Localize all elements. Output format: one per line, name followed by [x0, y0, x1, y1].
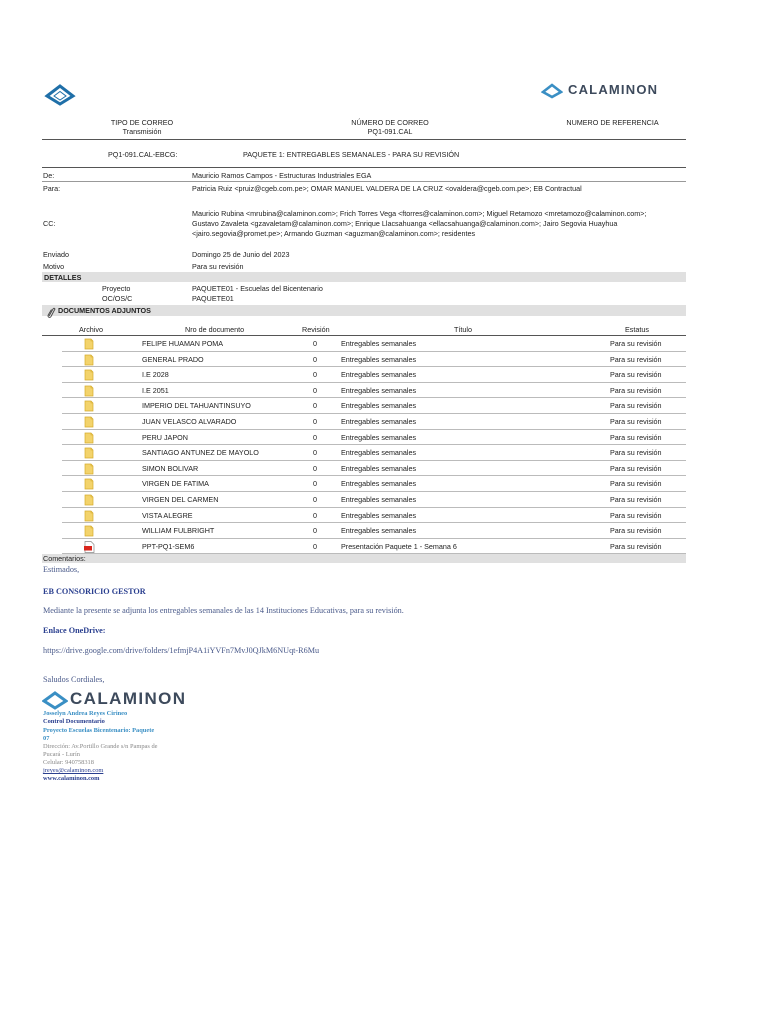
- table-row: [42, 476, 686, 492]
- folder-icon[interactable]: [84, 509, 94, 520]
- divider: [42, 139, 686, 140]
- folder-icon[interactable]: [84, 399, 94, 410]
- de-value: Mauricio Ramos Campos - Estructuras Industriales EGA: [192, 171, 372, 180]
- title-value: Entregables semanales: [341, 448, 417, 458]
- greeting: Estimados,: [43, 565, 80, 574]
- table-row: [42, 523, 686, 539]
- title-value: Entregables semanales: [341, 417, 417, 426]
- status-value: Para su revisión: [610, 339, 662, 348]
- status-value: Para su revisión: [610, 526, 662, 536]
- revision-value: 0: [313, 526, 317, 536]
- status-value: Para su revisión: [610, 495, 662, 504]
- para-value: Patricia Ruiz <pruiz@cgeb.com.pe>; OMAR MANUEL VALDERA DE LA CRUZ <ovaldera@cgeb.com.pe>; EB Contractual: [192, 184, 582, 193]
- revision-value: 0: [313, 510, 317, 520]
- calaminon-mark-icon: [541, 83, 563, 99]
- sig-phone: Celular: 940758318: [43, 759, 94, 766]
- pdf-file-icon[interactable]: [84, 540, 94, 551]
- table-row: [42, 336, 686, 352]
- folder-icon[interactable]: [84, 415, 94, 426]
- col-titulo: Título: [454, 325, 472, 334]
- sig-address-2: Pucará - Lurín: [43, 751, 80, 758]
- table-row: [42, 430, 686, 446]
- numero-correo-value: PQ1-091.CAL: [367, 127, 413, 136]
- folder-icon[interactable]: [84, 524, 94, 535]
- folder-icon[interactable]: [84, 384, 94, 395]
- status-value: Para su revisión: [610, 479, 662, 489]
- sig-address: Dirección: Av.Portillo Grande s/n Pampas de: [43, 743, 158, 750]
- company-name: EB CONSORICIO GESTOR: [43, 587, 146, 596]
- motivo-label: Motivo: [43, 262, 65, 271]
- status-value: Para su revisión: [610, 541, 662, 551]
- col-archivo: Archivo: [79, 325, 103, 334]
- tipo-correo-value: Transmisión: [122, 127, 162, 136]
- table-row: [42, 461, 686, 477]
- body-text: Mediante la presente se adjunta los entregables semanales de las 14 Instituciones Educativas, para su revisión.: [43, 606, 404, 615]
- title-value: Entregables semanales: [341, 432, 417, 442]
- folder-icon[interactable]: [84, 462, 94, 473]
- table-row: [42, 414, 686, 430]
- status-value: Para su revisión: [610, 370, 662, 380]
- signature-logo-text: CALAMINON: [70, 689, 187, 708]
- oc-label: OC/OS/C: [102, 294, 133, 303]
- table-row: [42, 539, 686, 555]
- status-value: Para su revisión: [610, 385, 662, 395]
- doc-number: VIRGEN DEL CARMEN: [142, 495, 219, 504]
- sig-email[interactable]: jreyes@calaminon.com: [43, 767, 104, 774]
- folder-icon[interactable]: [84, 368, 94, 379]
- title-value: Entregables semanales: [341, 354, 417, 364]
- title-value: Entregables semanales: [341, 385, 417, 395]
- revision-value: 0: [313, 339, 317, 348]
- title-value: Presentación Paquete 1 - Semana 6: [341, 541, 457, 551]
- doc-number: VISTA ALEGRE: [142, 510, 193, 520]
- table-row: [42, 445, 686, 461]
- table-row: [42, 352, 686, 368]
- status-value: Para su revisión: [610, 463, 662, 473]
- enviado-label: Enviado: [43, 250, 69, 259]
- revision-value: 0: [313, 432, 317, 442]
- doc-number: SIMON BOLIVAR: [142, 463, 199, 473]
- folder-icon[interactable]: [84, 493, 94, 504]
- calaminon-logo-text: CALAMINON: [568, 82, 659, 97]
- title-value: Entregables semanales: [341, 370, 417, 380]
- revision-value: 0: [313, 495, 317, 504]
- doc-number: IMPERIO DEL TAHUANTINSUYO: [142, 401, 251, 411]
- revision-value: 0: [313, 370, 317, 380]
- title-value: Entregables semanales: [341, 463, 417, 473]
- numero-correo-title: NÚMERO DE CORREO: [351, 118, 429, 127]
- title-value: Entregables semanales: [341, 479, 417, 489]
- numero-referencia-title: NUMERO DE REFERENCIA: [566, 118, 659, 127]
- table-row: [42, 383, 686, 399]
- comentarios-band: [42, 554, 686, 563]
- revision-value: 0: [313, 463, 317, 473]
- closing: Saludos Cordiales,: [43, 675, 105, 684]
- detalles-band: [42, 272, 686, 282]
- oc-value: PAQUETE01: [192, 294, 234, 303]
- doc-number: PERU JAPON: [142, 432, 188, 442]
- folder-icon[interactable]: [84, 431, 94, 442]
- table-row: [42, 492, 686, 508]
- folder-icon[interactable]: [84, 337, 94, 348]
- doc-number: FELIPE HUAMAN POMA: [142, 339, 224, 348]
- table-row: [42, 508, 686, 524]
- revision-value: 0: [313, 479, 317, 489]
- title-value: Entregables semanales: [341, 526, 417, 536]
- calaminon-logo: [541, 82, 686, 100]
- doc-number: I.E 2051: [142, 385, 169, 395]
- table-row: [42, 367, 686, 383]
- adjuntos-label: DOCUMENTOS ADJUNTOS: [58, 306, 151, 315]
- revision-value: 0: [313, 354, 317, 364]
- status-value: Para su revisión: [610, 354, 662, 364]
- folder-icon[interactable]: [84, 353, 94, 364]
- proyecto-value: PAQUETE01 - Escuelas del Bicentenario: [192, 284, 323, 293]
- title-value: Entregables semanales: [341, 495, 417, 504]
- title-value: Entregables semanales: [341, 401, 417, 411]
- enviado-value: Domingo 25 de Junio del 2023: [192, 250, 290, 259]
- col-revision: Revisión: [302, 325, 330, 334]
- sig-project: Proyecto Escuelas Bicentenario: Paquete: [43, 727, 155, 734]
- revision-value: 0: [313, 448, 317, 458]
- onedrive-label: Enlace OneDrive:: [43, 626, 106, 635]
- cc-label: CC:: [43, 219, 56, 228]
- revision-value: 0: [313, 385, 317, 395]
- revision-value: 0: [313, 401, 317, 411]
- status-value: Para su revisión: [610, 417, 662, 426]
- doc-number: I.E 2028: [142, 370, 169, 380]
- onedrive-link[interactable]: https://drive.google.com/drive/folders/1efmjP4A1iYVFn7MvJ0QJkM6NUqt-R6Mu: [43, 646, 320, 655]
- doc-number: PPT-PQ1-SEM6: [142, 541, 195, 551]
- divider: [42, 181, 686, 182]
- title-value: Entregables semanales: [341, 510, 417, 520]
- proyecto-label: Proyecto: [102, 284, 131, 293]
- folder-icon[interactable]: [84, 446, 94, 457]
- house-logo-icon: [44, 83, 76, 107]
- table-row: [42, 398, 686, 414]
- para-label: Para:: [43, 184, 61, 193]
- cc-line: <jairo.segovia@promet.pe>; Armando Guzman <aguzman@calaminon.com>; residentes: [192, 229, 476, 238]
- col-estatus: Estatus: [625, 325, 649, 334]
- divider: [42, 167, 686, 168]
- sig-project-2: 07: [43, 735, 50, 742]
- client-logo: [44, 83, 76, 107]
- status-value: Para su revisión: [610, 432, 662, 442]
- tipo-correo-title: TIPO DE CORREO: [110, 118, 174, 127]
- signature-logo: [42, 690, 202, 712]
- doc-number: VIRGEN DE FATIMA: [142, 479, 209, 489]
- paperclip-icon: [46, 305, 56, 316]
- subject-text: PAQUETE 1: ENTREGABLES SEMANALES - PARA SU REVISIÓN: [243, 150, 460, 159]
- folder-icon[interactable]: [84, 477, 94, 488]
- status-value: Para su revisión: [610, 448, 662, 458]
- doc-number: GENERAL PRADO: [142, 354, 204, 364]
- col-nro: Nro de documento: [185, 325, 245, 334]
- calaminon-mark-icon: [42, 691, 68, 710]
- de-label: De:: [43, 171, 55, 180]
- doc-number: JUAN VELASCO ALVARADO: [142, 417, 237, 426]
- comentarios-label: Comentarios:: [43, 554, 86, 563]
- status-value: Para su revisión: [610, 401, 662, 411]
- revision-value: 0: [313, 541, 317, 551]
- motivo-value: Para su revisión: [192, 262, 244, 271]
- doc-number: SANTIAGO ANTUNEZ DE MAYOLO: [142, 448, 259, 458]
- status-value: Para su revisión: [610, 510, 662, 520]
- cc-line: Mauricio Rubina <mrubina@calaminon.com>; Frich Torres Vega <ftorres@calaminon.com>; Miguel Retamozo <mretamozo@calaminon.com>;: [192, 209, 647, 218]
- title-value: Entregables semanales: [341, 339, 417, 348]
- sig-role: Control Documentario: [43, 718, 105, 725]
- doc-number: WILLIAM FULBRIGHT: [142, 526, 215, 536]
- sig-web[interactable]: www.calaminon.com: [43, 775, 100, 782]
- revision-value: 0: [313, 417, 317, 426]
- subject-code: PQ1-091.CAL-EBCG:: [108, 150, 178, 159]
- detalles-label: DETALLES: [44, 273, 82, 282]
- sig-name: Josselyn Andrea Reyes Cirineo: [43, 710, 128, 717]
- cc-line: Gustavo Zavaleta <gzavaletam@calaminon.com>; Enrique Llacsahuanga <ellacsahuanga@calaminon.com>; Jairo Segovia Huayhua: [192, 219, 618, 228]
